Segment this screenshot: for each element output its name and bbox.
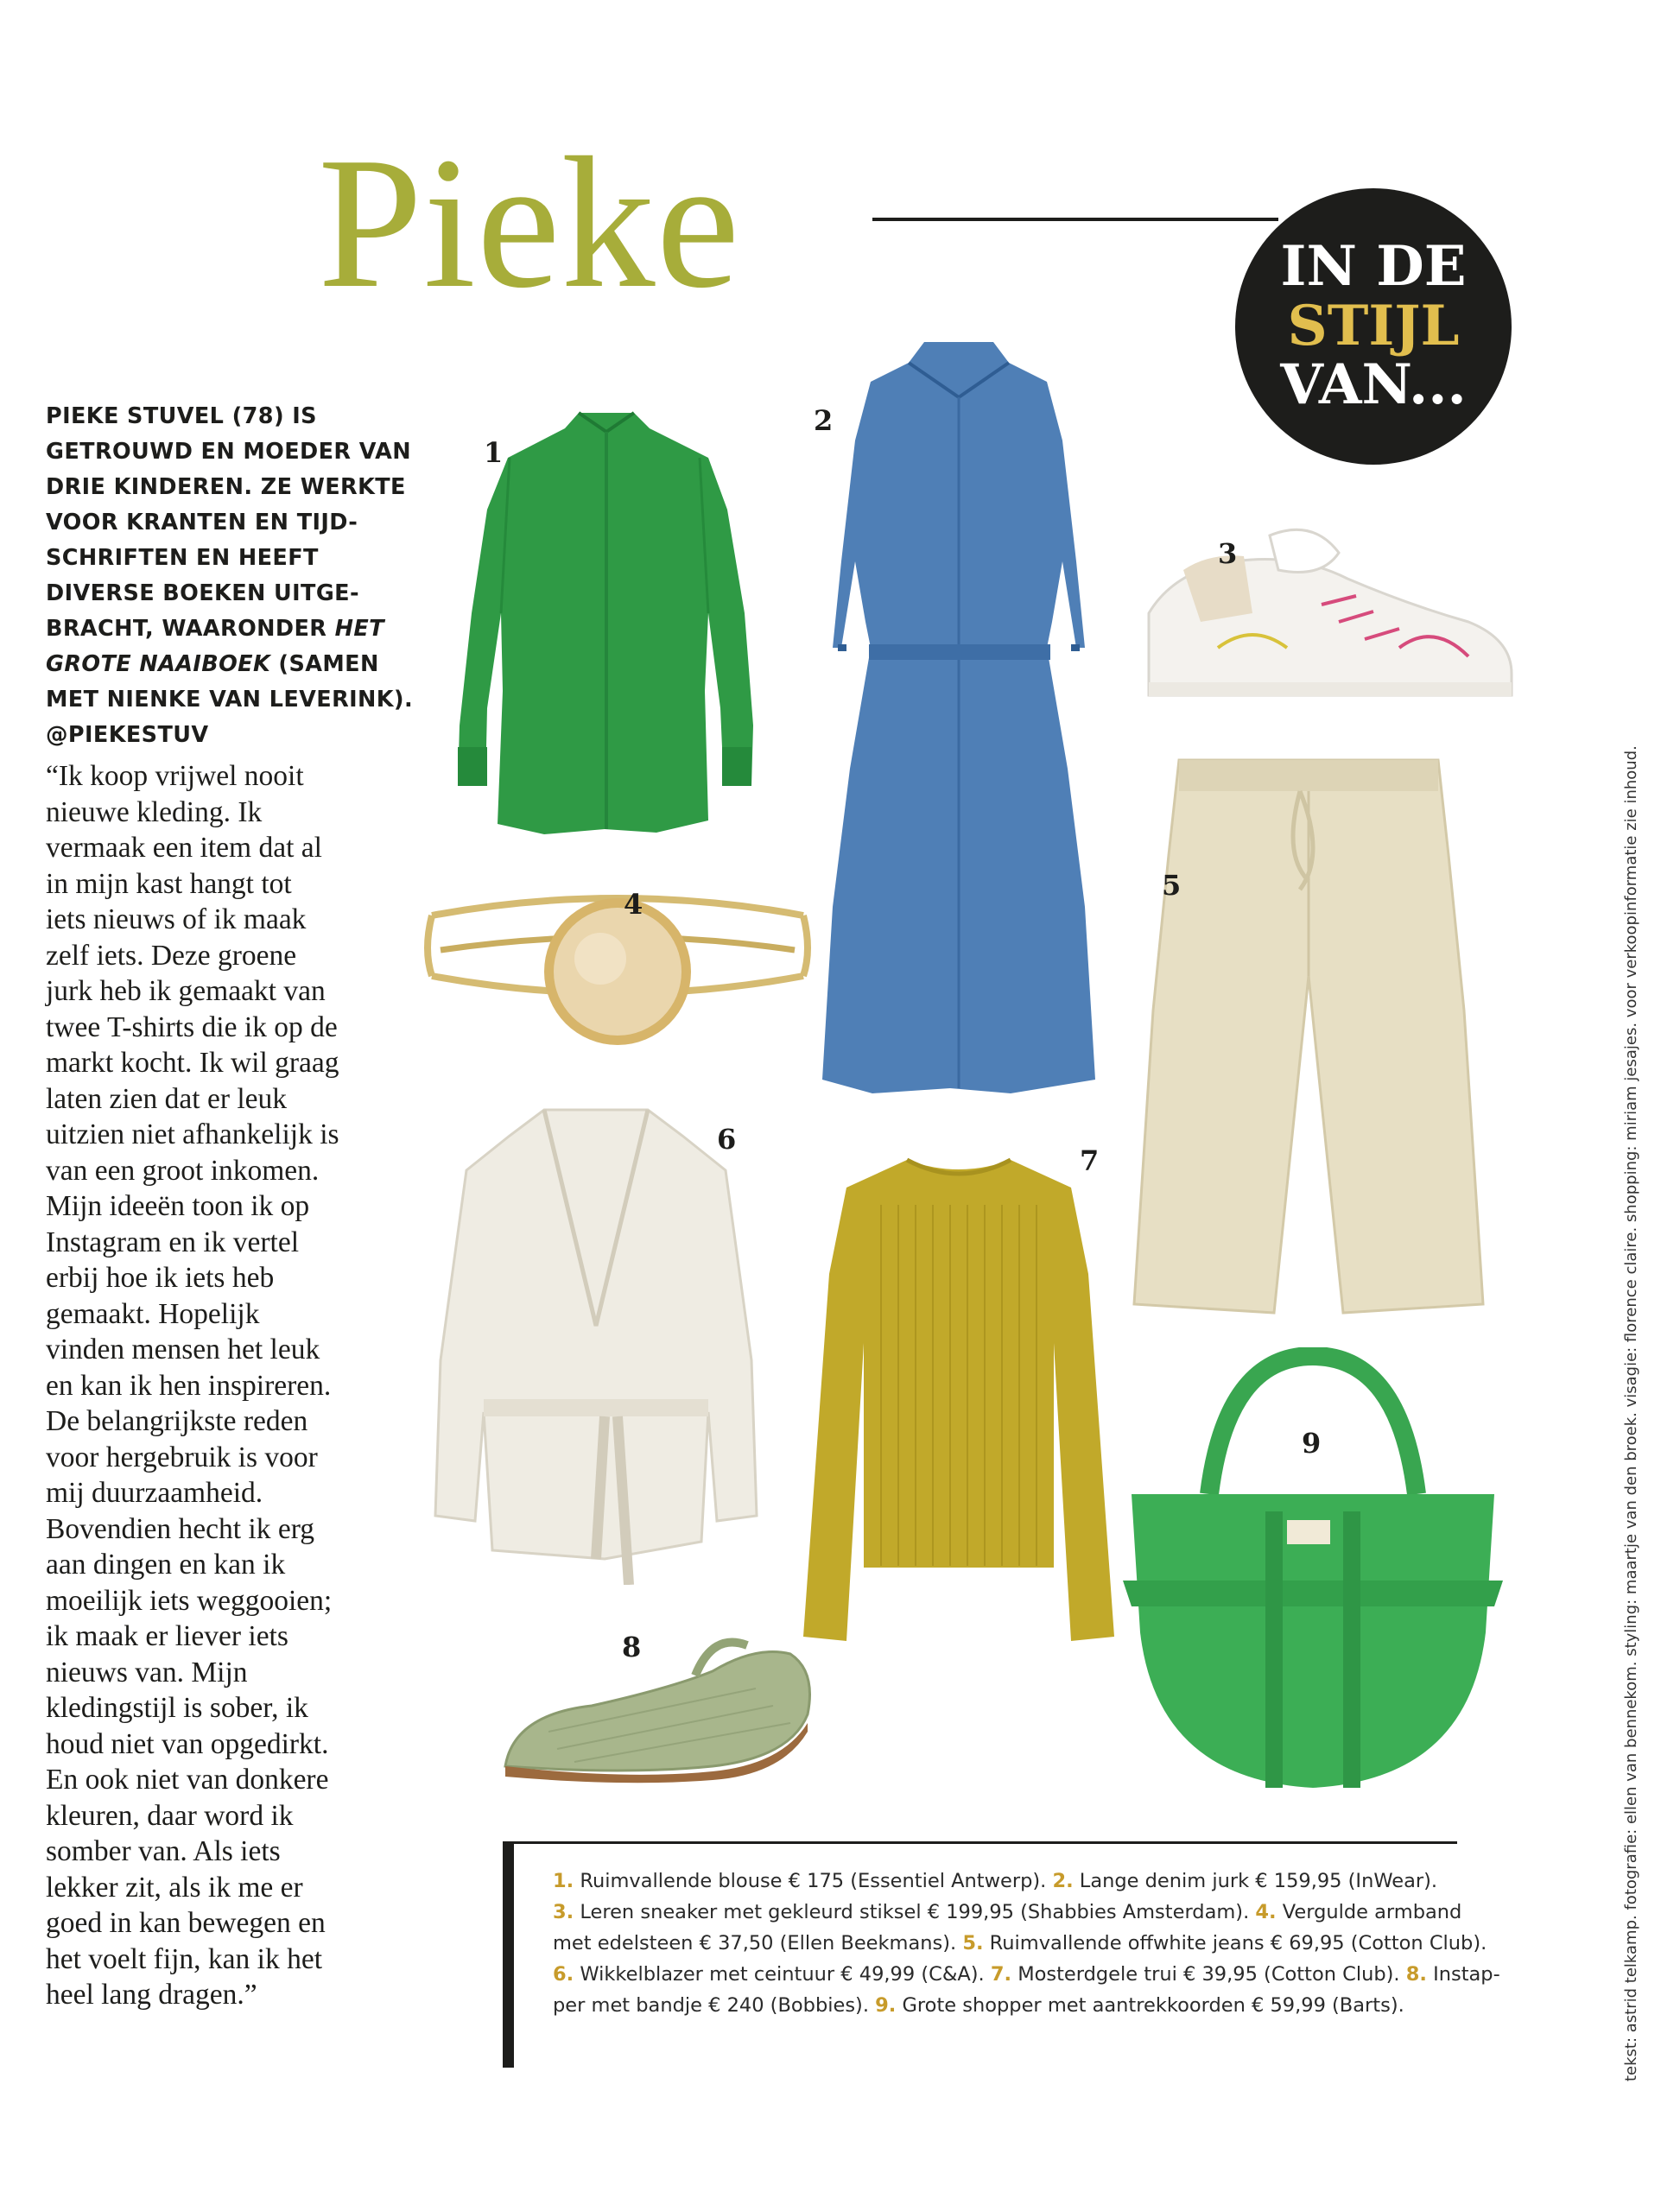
product-6-wrap-blazer-image xyxy=(432,1101,760,1585)
intro-line: PIEKE STUVEL (78) IS xyxy=(46,403,317,429)
quote-line: Bovendien hecht ik erg xyxy=(46,1512,315,1545)
caption-item-text: Instap- xyxy=(1426,1963,1500,1986)
quote-line: goed in kan bewegen en xyxy=(46,1907,326,1939)
quote-line: markt kocht. Ik wil graag xyxy=(46,1047,339,1079)
product-number: 4 xyxy=(624,888,643,921)
quote-line: moeilijk iets weggooien; xyxy=(46,1584,333,1617)
quote-line: voor hergebruik is voor xyxy=(46,1441,318,1473)
badge-line-2: STIJL xyxy=(1287,293,1460,358)
quote-line: kleuren, daar word ik xyxy=(46,1799,294,1832)
intro-line: MET NIENKE VAN LEVERINK). xyxy=(46,687,414,713)
intro-line: DIVERSE BOEKEN UITGE- xyxy=(46,580,359,606)
caption-item-number: 1. xyxy=(553,1870,574,1892)
caption-line xyxy=(553,1990,1486,2021)
book-title: GROTE NAAIBOEK xyxy=(46,651,271,677)
page-title: Pieke xyxy=(318,119,741,327)
in-de-stijl-van-badge xyxy=(1235,188,1512,465)
caption-item-text: Ruimvallende blouse € 175 (Essentiel Antwerp). xyxy=(574,1870,1053,1892)
product-number: 2 xyxy=(814,404,834,437)
credits: tekst: astrid telkamp. fotografie: ellen van bennekom. styling: maartje van den broek. visagie: florence claire. shopping: miriam jesajes. voor verkoopinformatie zie inhoud. xyxy=(1622,745,1640,2081)
intro-bio xyxy=(46,399,414,753)
quote-line: gemaakt. Hopelijk xyxy=(46,1297,260,1330)
quote-line: heel lang dragen.” xyxy=(46,1979,257,2011)
intro-line: DRIE KINDEREN. ZE WERKTE xyxy=(46,474,406,500)
caption-item-number: 4. xyxy=(1255,1901,1277,1923)
product-number: 6 xyxy=(717,1123,737,1156)
caption-line xyxy=(553,1928,1486,1959)
intro-line: GETROUWD EN MOEDER VAN xyxy=(46,439,412,465)
caption-item-text: met edelsteen € 37,50 (Ellen Beekmans). xyxy=(553,1932,963,1954)
product-2-denim-dress-image xyxy=(821,337,1097,1097)
product-5-offwhite-jeans-image xyxy=(1127,751,1490,1321)
product-1-green-blouse-image xyxy=(449,406,760,846)
caption-item-text: Mosterdgele trui € 39,95 (Cotton Club). xyxy=(1011,1963,1406,1986)
quote-line: laten zien dat er leuk xyxy=(46,1082,288,1115)
intro-line: SCHRIFTEN EN HEEFT xyxy=(46,545,319,571)
quote-line: en kan ik hen inspireren. xyxy=(46,1369,332,1402)
quote-line: aan dingen en kan ik xyxy=(46,1549,286,1581)
quote-line: iets nieuws of ik maak xyxy=(46,903,307,935)
quote-line: jurk heb ik gemaakt van xyxy=(46,975,326,1007)
quote-line: somber van. Als iets xyxy=(46,1835,281,1867)
caption-item-text: Wikkelblazer met ceintuur € 49,99 (C&A). xyxy=(574,1963,991,1986)
quote-line: twee T-shirts die ik op de xyxy=(46,1010,338,1043)
quote-line: nieuwe kleding. Ik xyxy=(46,795,263,828)
quote-line: in mijn kast hangt tot xyxy=(46,867,292,900)
badge-line-3: VAN... xyxy=(1280,352,1467,418)
product-number: 9 xyxy=(1302,1427,1322,1460)
caption-item-text: Ruimvallende offwhite jeans € 69,95 (Cotton Club). xyxy=(983,1932,1487,1954)
product-number: 1 xyxy=(484,436,504,469)
caption-line xyxy=(553,1866,1486,1897)
quote-line: vermaak een item dat al xyxy=(46,832,322,864)
quote-line: Instagram en ik vertel xyxy=(46,1226,300,1258)
caption-item-number: 8. xyxy=(1405,1963,1427,1986)
caption-item-number: 9. xyxy=(875,1994,897,2017)
quote-line: van een groot inkomen. xyxy=(46,1154,320,1187)
title-rule xyxy=(872,218,1278,221)
quote-line: En ook niet van donkere xyxy=(46,1764,329,1796)
product-number: 3 xyxy=(1218,537,1238,570)
product-3-sneaker-image xyxy=(1123,518,1520,717)
badge-line-1: IN DE xyxy=(1280,234,1467,300)
quote-line: nieuws van. Mijn xyxy=(46,1656,248,1688)
quote-line: mij duurzaamheid. xyxy=(46,1477,263,1509)
product-4-bracelet-image xyxy=(415,890,821,1054)
quote-line: De belangrijkste reden xyxy=(46,1405,308,1437)
caption-item-text: per met bandje € 240 (Bobbies). xyxy=(553,1994,876,2017)
quote-line: het voelt fijn, kan ik het xyxy=(46,1942,323,1975)
intro-text: (SAMEN xyxy=(270,651,379,677)
caption-line xyxy=(553,1897,1486,1928)
quote-text xyxy=(46,758,365,2013)
caption-line xyxy=(553,1959,1500,1990)
caption-item-number: 3. xyxy=(553,1901,574,1923)
quote-line: zelf iets. Deze groene xyxy=(46,939,297,972)
quote-line: ik maak er liever iets xyxy=(46,1620,288,1652)
caption-item-number: 2. xyxy=(1052,1870,1074,1892)
quote-line: uitzien niet afhankelijk is xyxy=(46,1118,339,1150)
quote-line: lekker zit, als ik me er xyxy=(46,1871,303,1904)
intro-line xyxy=(46,647,379,682)
intro-text: BRACHT, WAARONDER xyxy=(46,616,335,642)
product-number: 5 xyxy=(1162,869,1182,902)
caption-bar xyxy=(503,1841,514,2068)
caption-item-text: Grote shopper met aantrekkoorden € 59,99 (Barts). xyxy=(896,1994,1404,2017)
book-title: HET xyxy=(334,616,384,642)
product-caption xyxy=(553,1866,1500,2021)
product-8-mary-jane-flat-image xyxy=(497,1637,816,1788)
caption-item-text: Leren sneaker met gekleurd stiksel € 199,95 (Shabbies Amsterdam). xyxy=(574,1901,1256,1923)
caption-item-number: 5. xyxy=(962,1932,984,1954)
caption-item-number: 6. xyxy=(553,1963,574,1986)
intro-line: VOOR KRANTEN EN TIJD- xyxy=(46,510,358,535)
quote-line: kledingstijl is sober, ik xyxy=(46,1692,308,1724)
caption-item-text: Lange denim jurk € 159,95 (InWear). xyxy=(1073,1870,1438,1892)
quote-line: vinden mensen het leuk xyxy=(46,1334,320,1365)
quote-line: Mijn ideeën toon ik op xyxy=(46,1190,310,1222)
product-9-green-shopper-image xyxy=(1123,1347,1503,1796)
quote-line: “Ik koop vrijwel nooit xyxy=(46,760,304,792)
product-number: 8 xyxy=(622,1631,642,1663)
caption-item-number: 7. xyxy=(990,1963,1012,1986)
quote-line: houd niet van opgedirkt. xyxy=(46,1727,329,1760)
intro-line xyxy=(46,611,384,647)
caption-rule xyxy=(503,1841,1457,1844)
product-7-mustard-sweater-image xyxy=(795,1153,1123,1654)
product-number: 7 xyxy=(1080,1144,1100,1177)
caption-item-text: Vergulde armband xyxy=(1276,1901,1462,1923)
instagram-handle: @PIEKESTUV xyxy=(46,722,209,748)
quote-line: erbij hoe ik iets heb xyxy=(46,1262,275,1294)
